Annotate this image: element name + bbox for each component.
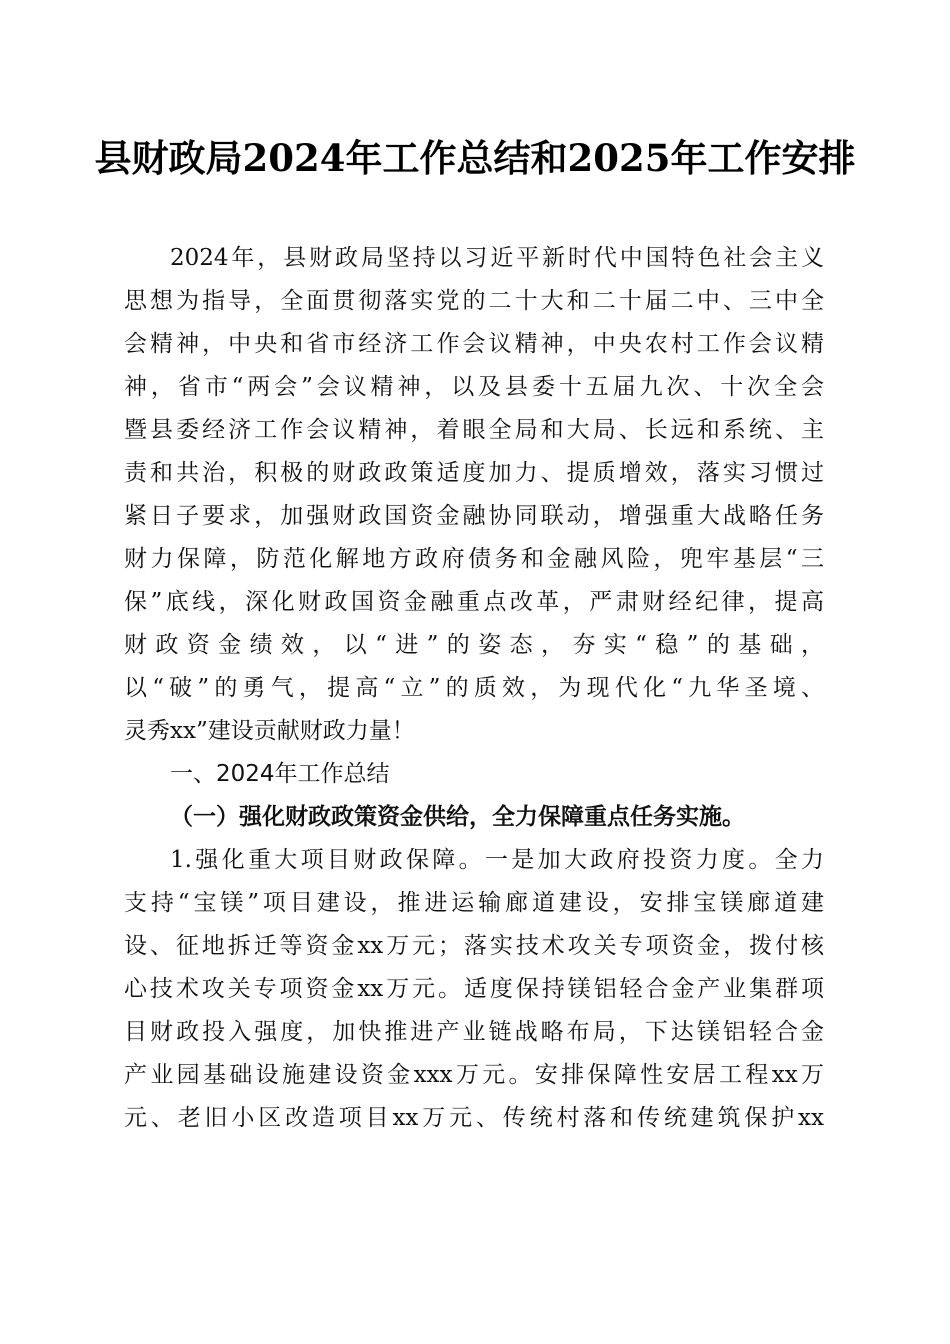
- body-line: 支持“宝镁”项目建设，推进运输廊道建设，安排宝镁廊道建: [124, 890, 824, 916]
- intro-line: 思想为指导，全面贯彻落实党的二十大和二十届二中、三中全: [124, 288, 824, 314]
- body-line: 1.强化重大项目财政保障。一是加大政府投资力度。全力: [170, 847, 824, 873]
- body-line: 心技术攻关专项资金xx万元。适度保持镁铝轻合金产业集群项: [124, 976, 824, 1002]
- subsection-heading: （一）强化财政政策资金供给，全力保障重点任务实施。: [170, 803, 745, 830]
- intro-line: 责和共治，积极的财政政策适度加力、提质增效，落实习惯过: [124, 460, 824, 486]
- body-line: 目财政投入强度，加快推进产业链战略布局，下达镁铝轻合金: [124, 1019, 824, 1045]
- body-line: 设、征地拆迁等资金xx万元；落实技术攻关专项资金，拨付核: [124, 933, 824, 959]
- intro-line: 紧日子要求，加强财政国资金融协同联动，增强重大战略任务: [124, 503, 824, 529]
- body-line: 元、老旧小区改造项目xx万元、传统村落和传统建筑保护xx: [124, 1105, 824, 1131]
- body-line: 产业园基础设施建设资金xxx万元。安排保障性安居工程xx万: [124, 1062, 824, 1088]
- document-title: 县财政局2024年工作总结和2025年工作安排: [94, 136, 856, 180]
- intro-line: 神，省市“两会”会议精神，以及县委十五届九次、十次全会: [124, 374, 824, 400]
- intro-line: 2024年，县财政局坚持以习近平新时代中国特色社会主义: [170, 245, 824, 271]
- intro-line: 会精神，中央和省市经济工作会议精神，中央农村工作会议精: [124, 331, 824, 357]
- intro-line: 财力保障，防范化解地方政府债务和金融风险，兜牢基层“三: [124, 546, 824, 572]
- intro-line: 灵秀xx”建设贡献财政力量！: [124, 718, 415, 744]
- intro-line: 暨县委经济工作会议精神，着眼全局和大局、长远和系统、主: [124, 417, 824, 443]
- section-heading: 一、2024年工作总结: [170, 761, 390, 787]
- intro-line: 保”底线，深化财政国资金融重点改革，严肃财经纪律，提高: [124, 589, 824, 615]
- intro-line: 财政资金绩效，以“进”的姿态，夯实“稳”的基础，: [124, 632, 824, 658]
- intro-line: 以“破”的勇气，提高“立”的质效，为现代化“九华圣境、: [124, 675, 824, 701]
